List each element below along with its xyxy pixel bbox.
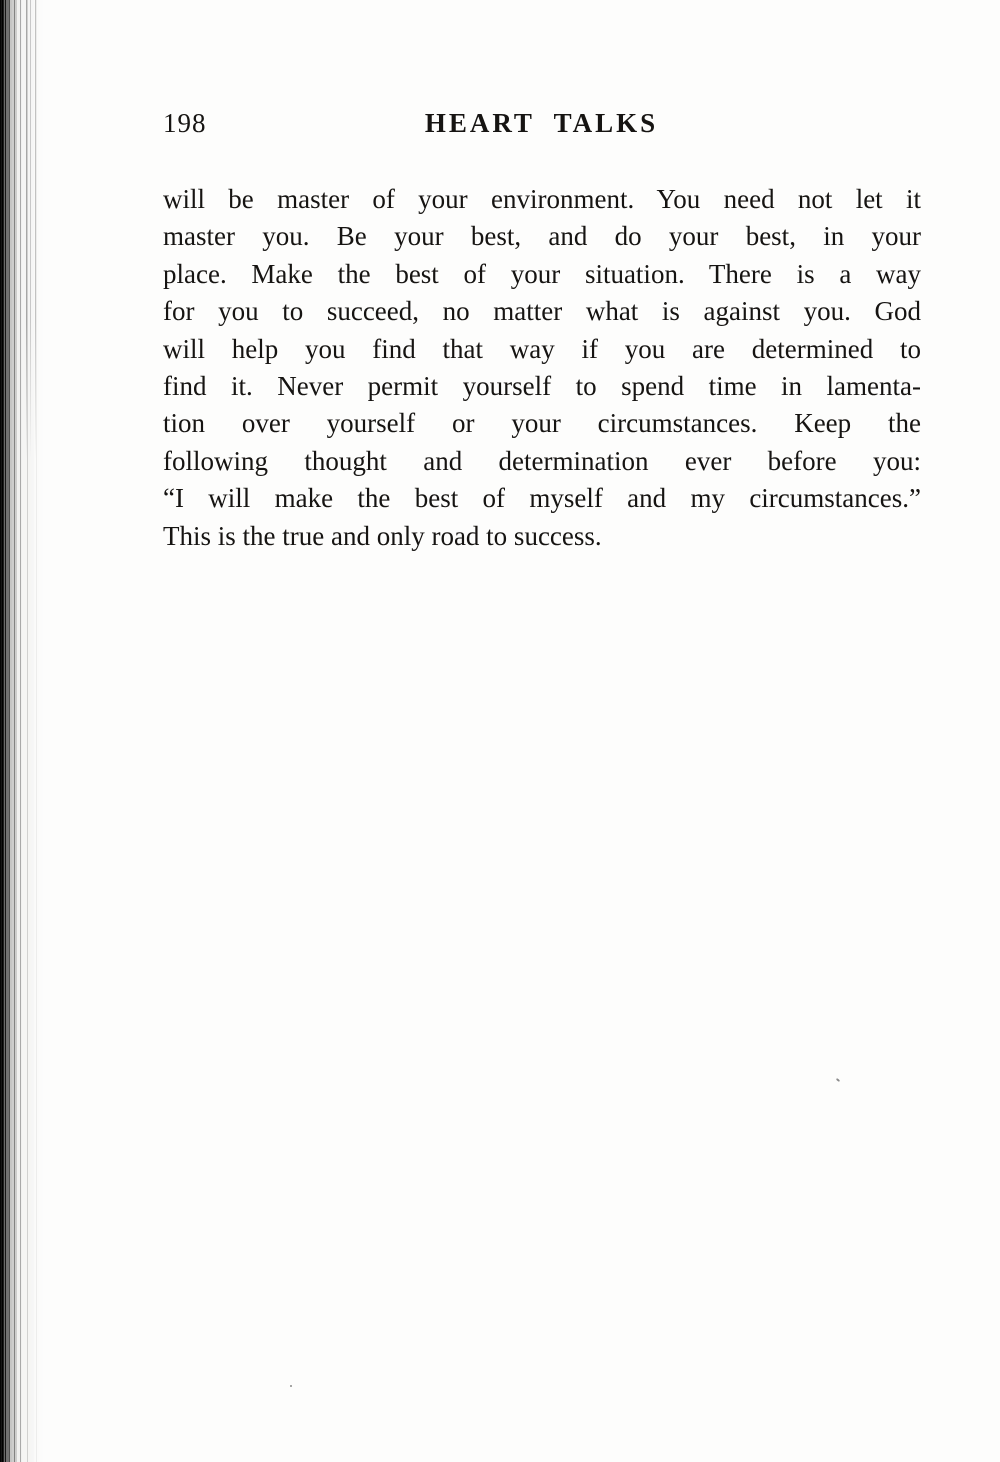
text-line: for you to succeed, no matter what is against you. God bbox=[163, 296, 921, 327]
text-line: tion over yourself or your circumstances. Keep the bbox=[163, 408, 921, 439]
text-line: will help you find that way if you are determined to bbox=[163, 333, 921, 364]
running-head-title: HEART TALKS bbox=[424, 108, 659, 138]
text-line: “I will make the best of myself and my circumstances.” bbox=[163, 483, 921, 514]
body-text bbox=[163, 181, 921, 555]
text-line: This is the true and only road to success. bbox=[163, 520, 602, 551]
scan-streak-artifact bbox=[26, 0, 44, 460]
text-line: will be master of your environment. You need not let it bbox=[163, 184, 921, 214]
page-header-row bbox=[163, 108, 920, 142]
text-line: find it. Never permit yourself to spend time in lamenta- bbox=[163, 371, 921, 402]
text-line: following thought and determination ever before you: bbox=[163, 445, 921, 476]
scan-speck bbox=[836, 1078, 840, 1082]
scan-speck bbox=[290, 1385, 292, 1387]
text-line: place. Make the best of your situation. There is a way bbox=[163, 258, 921, 289]
text-line: master you. Be your best, and do your best, in your bbox=[163, 221, 921, 252]
page-number: 198 bbox=[163, 108, 207, 138]
